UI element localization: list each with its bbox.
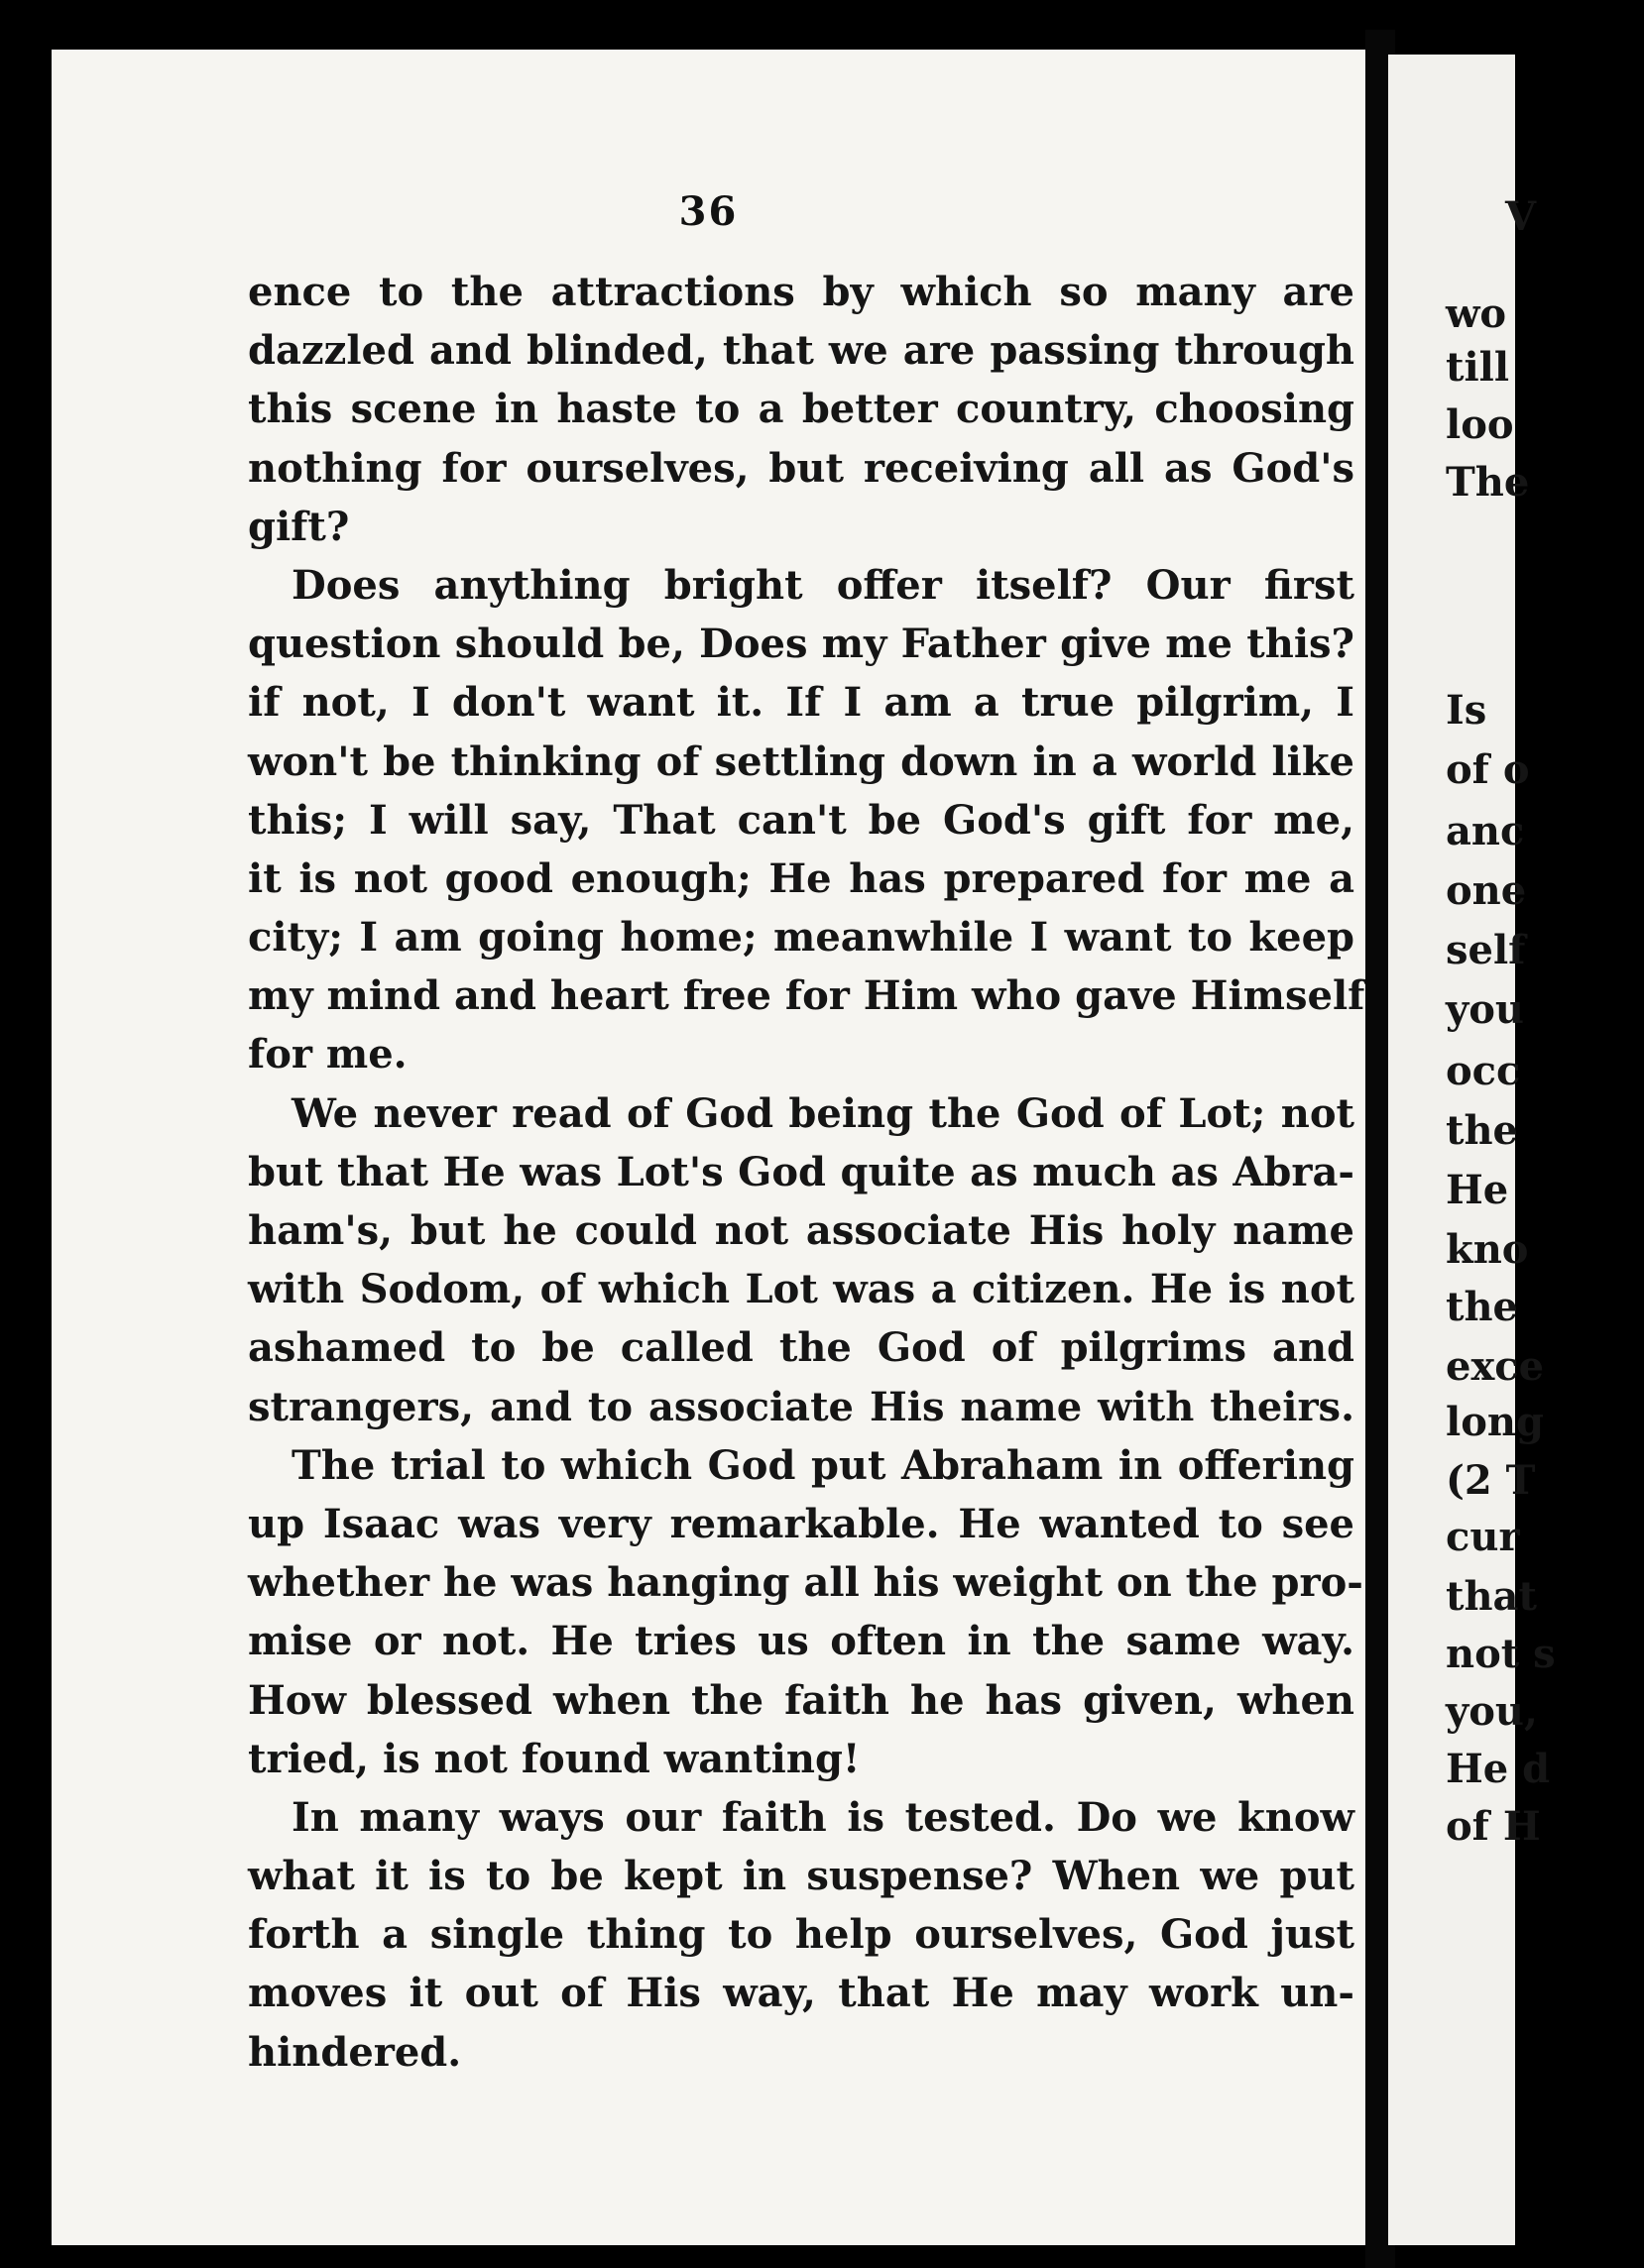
right-page-fragment: self bbox=[1446, 927, 1526, 973]
right-page-fragment: The bbox=[1446, 459, 1530, 506]
text-line: How blessed when the faith he has given, when bbox=[248, 1676, 1354, 1724]
right-page-fragment: He bbox=[1446, 1167, 1509, 1213]
text-line: what it is to be kept in suspense? When we put bbox=[248, 1853, 1354, 1900]
text-line: dazzled and blinded, that we are passing through bbox=[248, 327, 1354, 375]
text-line: city; I am going home; meanwhile I want to keep bbox=[248, 914, 1354, 962]
right-page-fragment: till bbox=[1446, 344, 1510, 391]
text-line: if not, I don't want it. If I am a true pilgrim, I bbox=[248, 679, 1354, 727]
text-line: The trial to which God put Abraham in offering bbox=[292, 1441, 1354, 1489]
right-page-fragment: long bbox=[1446, 1399, 1544, 1445]
text-line: mise or not. He tries us often in the same way. bbox=[248, 1618, 1354, 1665]
text-line: whether he was hanging all his weight on the pro- bbox=[248, 1559, 1363, 1607]
right-page-fragment: exce bbox=[1446, 1343, 1545, 1390]
text-line: ham's, but he could not associate His holy name bbox=[248, 1207, 1354, 1254]
right-page-fragment: (2 T bbox=[1446, 1457, 1536, 1504]
text-line: ence to the attractions by which so many are bbox=[248, 269, 1354, 315]
text-line: moves it out of His way, that He may work un- bbox=[248, 1970, 1354, 2017]
right-page-fragment: kno bbox=[1446, 1226, 1529, 1273]
text-line: for me. bbox=[248, 1031, 408, 1078]
right-page-fragment: He d bbox=[1446, 1746, 1551, 1792]
text-line: strangers, and to associate His name with theirs. bbox=[248, 1383, 1354, 1430]
right-page-fragment: Is bbox=[1446, 687, 1487, 734]
right-page-fragment: the bbox=[1446, 1107, 1519, 1154]
right-page-fragment: occ bbox=[1446, 1048, 1521, 1094]
right-page-fragment: cur bbox=[1446, 1514, 1520, 1560]
right-page-fragment: wo bbox=[1446, 290, 1507, 337]
text-line: this scene in haste to a better country, choosing bbox=[248, 386, 1354, 433]
text-line: hindered. bbox=[248, 2028, 462, 2076]
body-text bbox=[248, 263, 1365, 2082]
text-line: We never read of God being the God of Lot; not bbox=[292, 1089, 1354, 1137]
text-line: In many ways our faith is tested. Do we know bbox=[292, 1793, 1354, 1841]
text-line: but that He was Lot's God quite as much as Abra- bbox=[248, 1148, 1354, 1195]
right-page-fragment: that bbox=[1446, 1573, 1537, 1620]
text-line: forth a single thing to help ourselves, God just bbox=[248, 1911, 1354, 1959]
right-page-fragment: you bbox=[1446, 986, 1525, 1033]
text-line: it is not good enough; He has prepared for me a bbox=[248, 854, 1354, 902]
text-line: ashamed to be called the God of pilgrims and bbox=[248, 1324, 1354, 1372]
right-page-fragment: not s bbox=[1446, 1631, 1556, 1677]
right-page-fragment: you, bbox=[1446, 1688, 1538, 1735]
right-page-fragment: V bbox=[1505, 193, 1537, 240]
text-line: tried, is not found wanting! bbox=[248, 1735, 861, 1782]
text-line: with Sodom, of which Lot was a citizen. He is not bbox=[248, 1266, 1354, 1313]
text-line: question should be, Does my Father give me this? bbox=[248, 621, 1354, 668]
text-line: up Isaac was very remarkable. He wanted to see bbox=[248, 1500, 1354, 1547]
right-page-edge bbox=[1388, 55, 1556, 2245]
text-line: won't be thinking of settling down in a world like bbox=[248, 737, 1354, 785]
right-page-fragment: loo bbox=[1446, 401, 1514, 448]
text-line: this; I will say, That can't be God's gift for me, bbox=[248, 796, 1354, 844]
text-line: Does anything bright offer itself? Our first bbox=[292, 561, 1354, 609]
right-page-fragment: the bbox=[1446, 1284, 1519, 1330]
right-page-fragment: of H bbox=[1446, 1803, 1541, 1850]
left-page bbox=[52, 50, 1365, 2245]
right-page-fragment: of o bbox=[1446, 746, 1530, 793]
page-number: 36 bbox=[678, 188, 739, 235]
text-line: nothing for ourselves, but receiving all as God's bbox=[248, 444, 1354, 492]
text-line: my mind and heart free for Him who gave Himself bbox=[248, 972, 1365, 1020]
text-line: gift? bbox=[248, 503, 350, 550]
right-page-fragment: anc bbox=[1446, 808, 1525, 854]
right-page-fragment: one bbox=[1446, 867, 1527, 914]
